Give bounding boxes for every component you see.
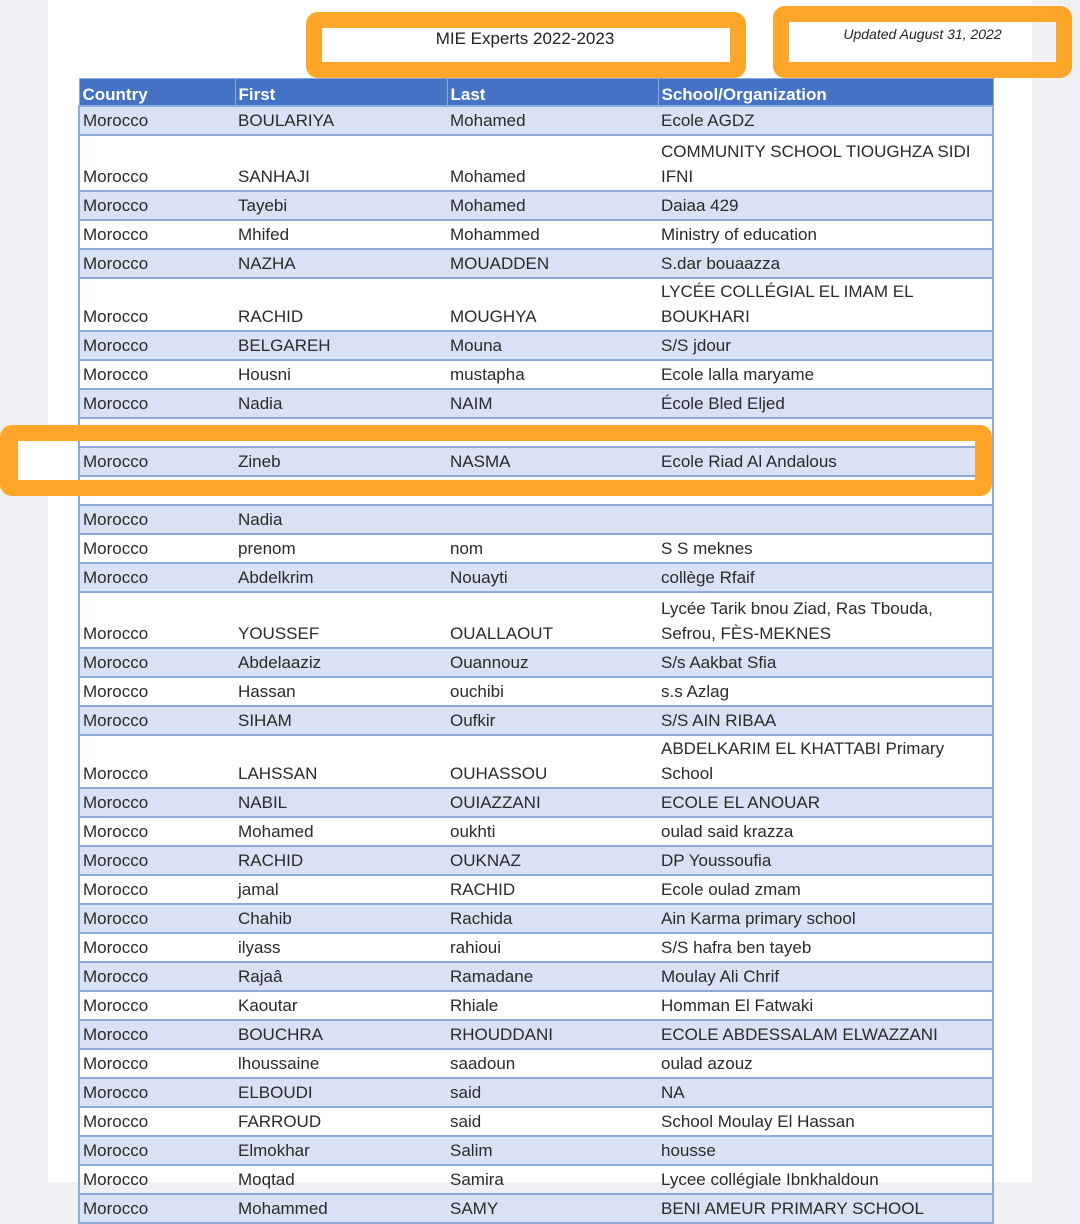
cell-school: Bnou Adhari School [658,476,993,505]
cell-last: Oufkir [447,706,658,735]
table-row [79,677,993,706]
cell-last: NAJIM [447,418,658,447]
cell-country: Morocco [79,648,235,677]
cell-country: Morocco [79,817,235,846]
cell-first: prenom [235,534,447,563]
cell-first: Tayebi [235,191,447,220]
cell-last: RHOUDDANI [447,1020,658,1049]
cell-country: Morocco [79,1078,235,1107]
table-row [79,331,993,360]
cell-last: Mohammed [447,220,658,249]
cell-school: S S meknes [658,534,993,563]
cell-country: Morocco [79,1165,235,1194]
cell-last: Ouannouz [447,648,658,677]
cell-school: Ecole AGDZ [658,106,993,135]
cell-country: Morocco [79,106,235,135]
cell-school: collège Rfaif [658,563,993,592]
cell-school: BENI AMEUR PRIMARY SCHOOL [658,1194,993,1223]
cell-last: Mohamed [447,191,658,220]
cell-school: S/S hafra ben tayeb [658,933,993,962]
cell-first: Housni [235,360,447,389]
table-row [79,360,993,389]
cell-last: Ramadane [447,962,658,991]
cell-country: Morocco [79,447,235,476]
cell-first: LAHSSAN [235,735,447,788]
table-row [79,191,993,220]
cell-country: Morocco [79,677,235,706]
cell-school: Ecole oulad zmam [658,875,993,904]
cell-school: Ecole lalla maryame [658,360,993,389]
table-row [79,1020,993,1049]
cell-first: FARROUD [235,1107,447,1136]
table-row [79,875,993,904]
table-row [79,220,993,249]
cell-school: Daiaa 429 [658,191,993,220]
cell-last: NASRI [447,476,658,505]
header-country: Country [79,79,235,107]
cell-last: Nouayti [447,563,658,592]
cell-last: SAMY [447,1194,658,1223]
cell-school: NA [658,1078,993,1107]
cell-country: Morocco [79,418,235,447]
table-body [79,106,993,1223]
cell-first: Abdelkrim [235,563,447,592]
cell-last: MOUGHYA [447,278,658,331]
updated-date: Updated August 31, 2022 [843,26,1002,42]
cell-first: Hassan [235,677,447,706]
table-row [79,904,993,933]
cell-last [447,505,658,534]
table-row [79,505,993,534]
table-row [79,106,993,135]
cell-last: OUIAZZANI [447,788,658,817]
table-row [79,735,993,788]
document-title: MIE Experts 2022-2023 [435,29,615,48]
cell-first: Kaoutar [235,991,447,1020]
cell-first: BOUCHRA [235,1020,447,1049]
cell-first: ilyass [235,933,447,962]
cell-country: Morocco [79,360,235,389]
cell-last: Samira [447,1165,658,1194]
cell-country: Morocco [79,534,235,563]
cell-first: BELGAREH [235,331,447,360]
cell-school: Ain Karma primary school [658,904,993,933]
cell-first: ELBOUDI [235,1078,447,1107]
cell-first: Mohamed [235,817,447,846]
table-row [79,788,993,817]
cell-school: S/S LAHMAMDA [658,418,993,447]
cell-last: RACHID [447,875,658,904]
table-row [79,817,993,846]
cell-last: OUHASSOU [447,735,658,788]
cell-country: Morocco [79,962,235,991]
cell-school: S/S AIN RIBAA [658,706,993,735]
cell-country: Morocco [79,563,235,592]
cell-last: Mohamed [447,135,658,191]
cell-school: Homman El Fatwaki [658,991,993,1020]
cell-last: Mouna [447,331,658,360]
cell-school: COMMUNITY SCHOOL TIOUGHZA SIDI IFNI [658,135,993,191]
table-row [79,846,993,875]
highlight-title-box [306,12,746,78]
cell-last: Rachida [447,904,658,933]
cell-last: OUKNAZ [447,846,658,875]
cell-country: Morocco [79,278,235,331]
cell-country: Morocco [79,505,235,534]
cell-first: Nadia [235,505,447,534]
cell-first: HAKIM [235,418,447,447]
cell-country: Morocco [79,706,235,735]
cell-first: SIHAM [235,706,447,735]
table-row [79,1049,993,1078]
cell-first: Chahib [235,904,447,933]
table-header-row [79,79,993,107]
cell-first: lhoussaine [235,1049,447,1078]
header-school: School/Organization [658,79,993,107]
cell-last: oukhti [447,817,658,846]
table-row [79,648,993,677]
table-row [79,1165,993,1194]
cell-school: Ministry of education [658,220,993,249]
table-row [79,991,993,1020]
cell-first: Zineb [235,447,447,476]
highlight-date-box [773,6,1072,78]
cell-last: Mohamed [447,106,658,135]
table-row [79,962,993,991]
cell-first: Moqtad [235,1165,447,1194]
cell-first: Abdelaaziz [235,648,447,677]
table-row [79,389,993,418]
cell-school: Moulay Ali Chrif [658,962,993,991]
cell-first: jamal [235,875,447,904]
cell-country: Morocco [79,191,235,220]
cell-school: DP Youssoufia [658,846,993,875]
cell-school: S/S jdour [658,331,993,360]
cell-country: Morocco [79,592,235,648]
table-row [79,592,993,648]
cell-last: said [447,1107,658,1136]
cell-first: Rajaâ [235,962,447,991]
cell-last: NAIM [447,389,658,418]
table-row [79,933,993,962]
cell-country: Morocco [79,904,235,933]
cell-school [658,505,993,534]
cell-last: ouchibi [447,677,658,706]
cell-first: SANHAJI [235,135,447,191]
cell-country: Morocco [79,1136,235,1165]
cell-country: Morocco [79,846,235,875]
cell-first: RACHID [235,846,447,875]
cell-last: mustapha [447,360,658,389]
cell-last: NASMA [447,447,658,476]
cell-school: housse [658,1136,993,1165]
table-row [79,135,993,191]
cell-school: oulad said krazza [658,817,993,846]
cell-country: Morocco [79,135,235,191]
cell-first: RACHID [235,278,447,331]
cell-first: Nadia [235,389,447,418]
cell-country: Morocco [79,1049,235,1078]
cell-school: ABDELKARIM EL KHATTABI Primary School [658,735,993,788]
cell-school: LYCÉE COLLÉGIAL EL IMAM EL BOUKHARI [658,278,993,331]
table-row [79,1194,993,1223]
cell-school: S/s Aakbat Sfia [658,648,993,677]
cell-school: s.s Azlag [658,677,993,706]
cell-country: Morocco [79,991,235,1020]
cell-school: ECOLE ABDESSALAM ELWAZZANI [658,1020,993,1049]
highlight-row-box [0,425,992,496]
table-row [79,706,993,735]
cell-last: Rhiale [447,991,658,1020]
cell-country: Morocco [79,933,235,962]
cell-last: said [447,1078,658,1107]
cell-country: Morocco [79,735,235,788]
cell-school: Lycée Tarik bnou Ziad, Ras Tbouda, Sefrou, FÈS-MEKNES [658,592,993,648]
table-row [79,1107,993,1136]
cell-last: rahioui [447,933,658,962]
cell-country: Morocco [79,389,235,418]
cell-last: MOUADDEN [447,249,658,278]
cell-last: nom [447,534,658,563]
header-first: First [235,79,447,107]
cell-country: Morocco [79,249,235,278]
table-row [79,563,993,592]
cell-school: Ecole Riad Al Andalous [658,447,993,476]
table-row [79,278,993,331]
cell-country: Morocco [79,1194,235,1223]
table-row [79,534,993,563]
cell-school: ECOLE EL ANOUAR [658,788,993,817]
cell-last: saadoun [447,1049,658,1078]
table-row [79,249,993,278]
cell-country: Morocco [79,875,235,904]
cell-first: BOULARIYA [235,106,447,135]
cell-country: Morocco [79,788,235,817]
header-last: Last [447,79,658,107]
cell-country: Morocco [79,1020,235,1049]
table-row [79,1136,993,1165]
cell-country: Morocco [79,1107,235,1136]
cell-first: NAZHA [235,249,447,278]
cell-first: NABIL [235,788,447,817]
cell-first: Mohammed [235,1194,447,1223]
cell-last: Salim [447,1136,658,1165]
cell-school: School Moulay El Hassan [658,1107,993,1136]
cell-country: Morocco [79,331,235,360]
cell-last: OUALLAOUT [447,592,658,648]
experts-table [78,78,994,1224]
cell-first: Mhifed [235,220,447,249]
cell-school: Lycee collégiale Ibnkhaldoun [658,1165,993,1194]
cell-country: Morocco [79,220,235,249]
cell-first: Asmae [235,476,447,505]
cell-country: Morocco [79,476,235,505]
cell-school: S.dar bouaazza [658,249,993,278]
cell-school: École Bled Eljed [658,389,993,418]
table-row [79,1078,993,1107]
cell-first: Elmokhar [235,1136,447,1165]
cell-first: YOUSSEF [235,592,447,648]
cell-school: oulad azouz [658,1049,993,1078]
